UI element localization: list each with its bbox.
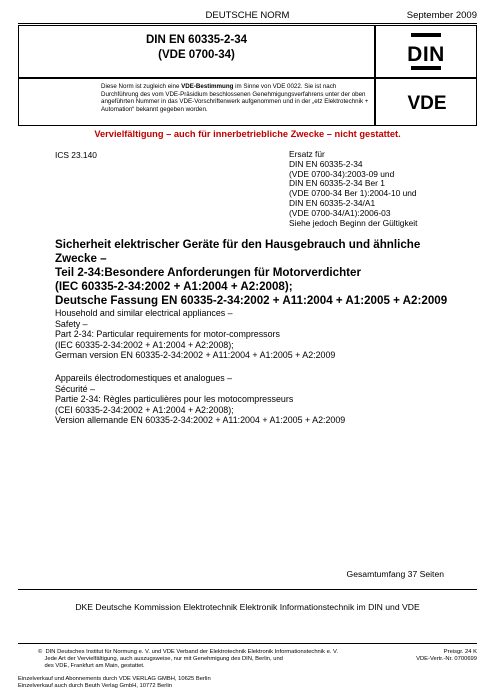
title-german-line: Zwecke – bbox=[55, 252, 107, 265]
title-french-line: Appareils électrodomestiques et analogues – bbox=[55, 373, 233, 383]
sales-line: Einzelverkauf auch durch Beuth Verlag GmbH, 10772 Berlin bbox=[18, 682, 173, 689]
standard-number: DIN EN 60335-2-34 bbox=[146, 34, 247, 46]
vde-approval-note: Diese Norm ist zugleich eine VDE-Bestimmung im Sinne von VDE 0022. Sie ist nach Durchführung des vom VDE-Präsidium beschlossenen Genehmigungsverfahrens unter der oben angeführten Nummer in das VDE-Vorschriftenwerk aufgenommen und in der „etz Elektrotechnik + Automation“ bekannt gegeben worden. bbox=[101, 83, 369, 113]
din-logo bbox=[376, 26, 476, 77]
title-german-line: Sicherheit elektrischer Geräte für den Hausgebrauch und ähnliche bbox=[55, 238, 421, 251]
din-logo-text: DIN bbox=[407, 43, 445, 66]
replacement-line: DIN EN 60335-2-34 Ber 1 bbox=[289, 178, 385, 189]
title-french-line: (CEI 60335-2-34:2002 + A1:2004 + A2:2008); bbox=[55, 404, 234, 415]
title-english-line: Household and similar electrical appliances – bbox=[55, 308, 233, 318]
vde-logo bbox=[376, 79, 476, 125]
dke-line: DKE Deutsche Kommission Elektrotechnik Elektronik Informationstechnik im DIN und VDE bbox=[75, 602, 420, 612]
title-english bbox=[55, 308, 475, 361]
replacement-line: Siehe jedoch Beginn der Gültigkeit bbox=[289, 217, 418, 228]
title-english-line: Safety – bbox=[55, 318, 88, 329]
title-french bbox=[55, 373, 475, 426]
footer-copyright bbox=[38, 649, 408, 670]
standard-number-box bbox=[18, 25, 375, 78]
replacement-line: Ersatz für bbox=[289, 149, 325, 159]
vde-logo-text: VDE bbox=[407, 93, 447, 114]
din-logo-box bbox=[375, 25, 477, 78]
header-rule bbox=[18, 23, 477, 24]
reproduction-notice: Vervielfältigung – auch für innerbetriebliche Zwecke – nicht gestattet. bbox=[94, 129, 401, 139]
title-french-line: Version allemande EN 60335-2-34:2002 + A11:2004 + A1:2005 + A2:2009 bbox=[55, 415, 346, 425]
footer-rule bbox=[18, 643, 477, 644]
copyright-line: © DIN Deutsches Institut für Normung e. V. und VDE Verband der Elektrotechnik Elektronik Informationstechnik e. V. bbox=[38, 649, 338, 655]
title-french-line: Sécurité – bbox=[55, 383, 95, 394]
vde-classification: (VDE 0700-34) bbox=[158, 49, 235, 61]
ics-code: ICS 23.140 bbox=[55, 150, 97, 160]
title-german bbox=[55, 238, 475, 308]
title-english-line: German version EN 60335-2-34:2002 + A11:2004 + A1:2005 + A2:2009 bbox=[55, 350, 336, 360]
copyright-line: des VDE, Frankfurt am Main, gestattet. bbox=[38, 662, 145, 669]
header-date: September 2009 bbox=[406, 10, 477, 21]
price-group: Preisgr. 24 K bbox=[443, 649, 477, 655]
copyright-line: Jede Art der Vervielfältigung, auch auszugsweise, nur mit Genehmigung des DIN, Berlin, und bbox=[38, 655, 283, 662]
replacement-line: (VDE 0700-34):2003-09 und bbox=[289, 168, 395, 179]
dke-rule-top bbox=[18, 589, 477, 590]
vde-bestimmung-emphasis: VDE-Bestimmung bbox=[181, 83, 234, 90]
footer-price-info bbox=[416, 649, 477, 663]
title-german-line: Teil 2-34:Besondere Anforderungen für Motorverdichter bbox=[55, 266, 361, 279]
replacement-line: DIN EN 60335-2-34/A1 bbox=[289, 197, 376, 208]
sales-line: Einzelverkauf und Abonnements durch VDE VERLAG GMBH, 10625 Berlin bbox=[18, 676, 211, 682]
vde-logo-box bbox=[375, 78, 477, 126]
footer-sales bbox=[18, 676, 211, 690]
header-standard-type: DEUTSCHE NORM bbox=[205, 10, 290, 21]
title-english-line: (IEC 60335-2-34:2002 + A1:2004 + A2:2008); bbox=[55, 339, 234, 350]
title-german-line: Deutsche Fassung EN 60335-2-34:2002 + A11:2004 + A1:2005 + A2:2009 bbox=[55, 294, 448, 307]
title-english-line: Part 2-34: Particular requirements for motor-compressors bbox=[55, 329, 280, 339]
title-french-line: Partie 2-34: Règles particulières pour les motocompresseurs bbox=[55, 394, 294, 404]
replacement-line: (VDE 0700-34 Ber 1):2004-10 und bbox=[289, 188, 417, 199]
title-german-line: (IEC 60335-2-34:2002 + A1:2004 + A2:2008); bbox=[55, 280, 293, 293]
total-pages: Gesamtumfang 37 Seiten bbox=[346, 569, 444, 579]
replacement-line: (VDE 0700-34/A1):2006-03 bbox=[289, 207, 391, 218]
replacement-line: DIN EN 60335-2-34 bbox=[289, 158, 363, 169]
vde-contract-number: VDE-Vertr.-Nr. 0700699 bbox=[416, 655, 477, 662]
replacement-info bbox=[289, 150, 418, 228]
